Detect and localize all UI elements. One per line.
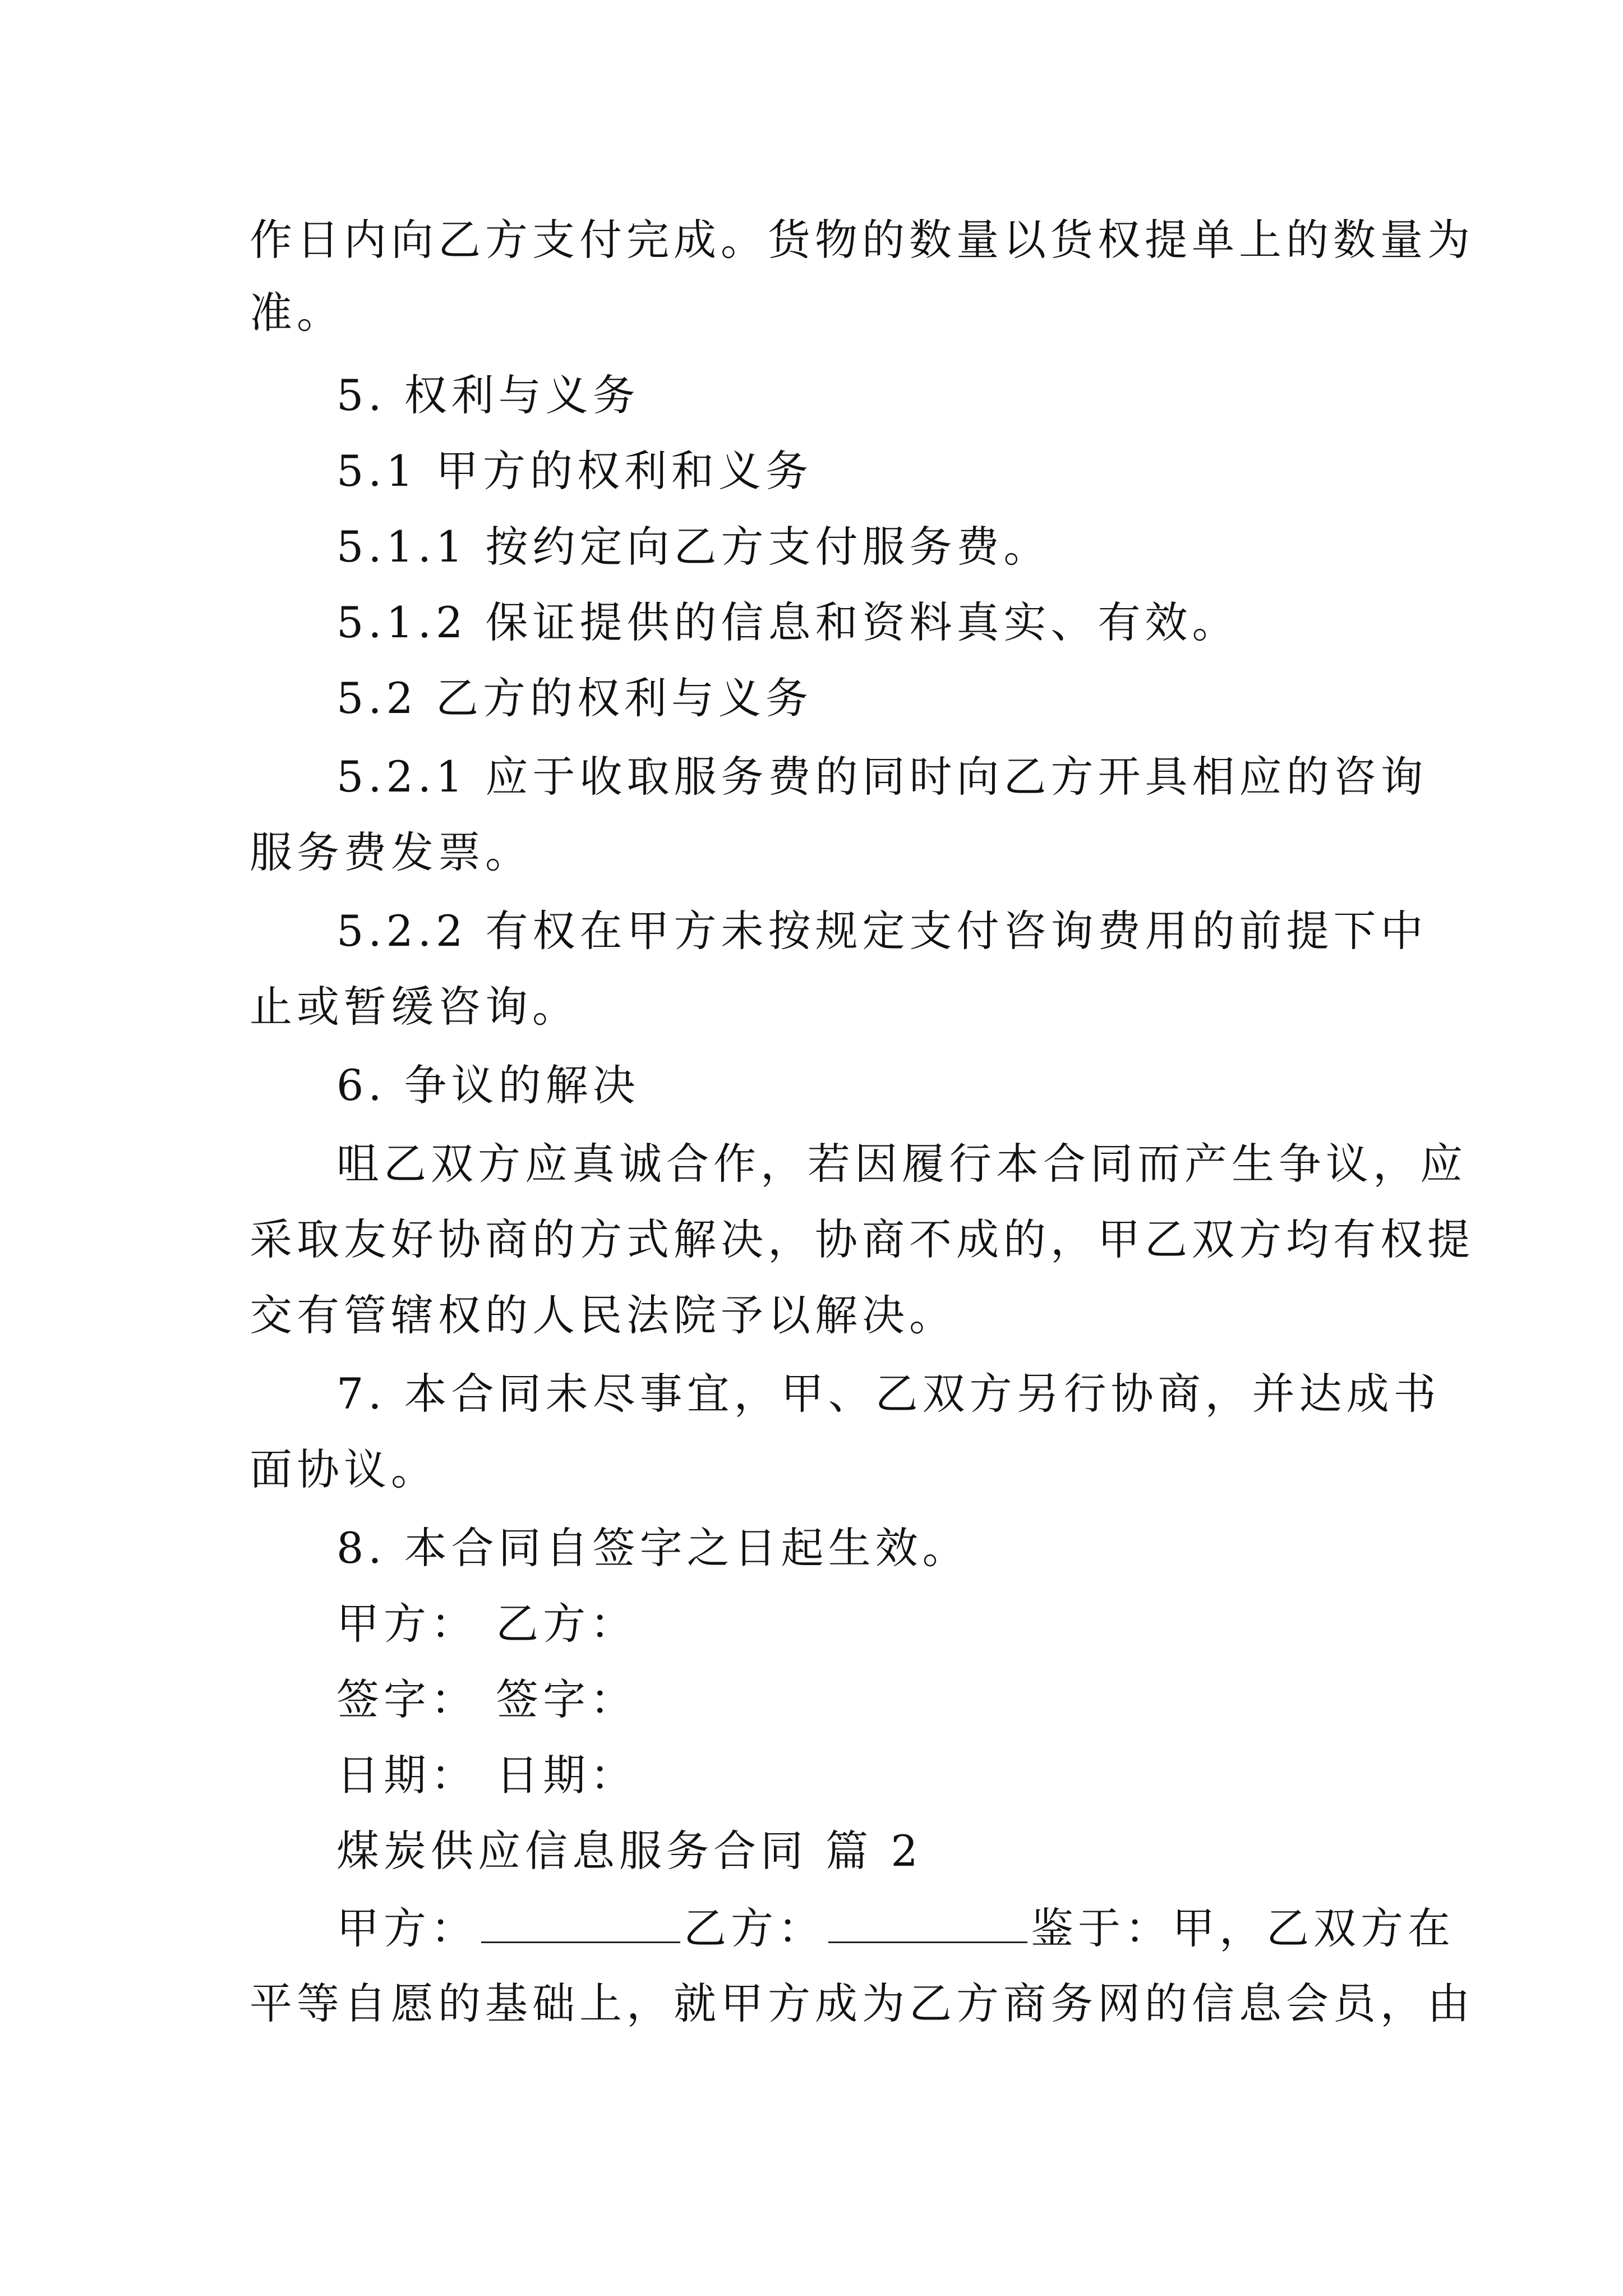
whereas-text: 鉴于：甲，乙双方在 (1031, 1903, 1455, 1953)
paragraph-line: 作日内向乙方支付完成。货物的数量以货权提单上的数量为 (250, 215, 1474, 265)
subsection-heading: 5.2 乙方的权利与义务 (336, 673, 813, 723)
paragraph-line: 咀乙双方应真诚合作，若因履行本合同而产生争议，应 (336, 1139, 1467, 1189)
clause-line: 5.1.2 保证提供的信息和资料真实、有效。 (336, 597, 1239, 647)
paragraph-line: 交有管辖权的人民法院予以解决。 (250, 1290, 956, 1340)
clause-line: 服务费发票。 (250, 827, 532, 877)
clause-line: 5.2.1 应于收取服务费的同时向乙方开具相应的咨询 (336, 752, 1428, 802)
parties-line (336, 1901, 1455, 1957)
paragraph-line: 面协议。 (250, 1444, 438, 1494)
signature-date-line: 日期： 日期： (336, 1750, 638, 1800)
clause-line: 5.2.2 有权在甲方未按规定支付咨询费用的前提下中 (336, 906, 1428, 956)
signature-party-line: 甲方： 乙方： (336, 1599, 638, 1649)
paragraph-line: 8. 本合同自签字之日起生效。 (336, 1523, 970, 1573)
paragraph-line: 采取友好协商的方式解决，协商不成的，甲乙双方均有权提 (250, 1214, 1474, 1264)
clause-line: 止或暂缓咨询。 (250, 982, 579, 1032)
signature-sign-line: 签字： 签字： (336, 1674, 638, 1724)
contract-title: 煤炭供应信息服务合同 篇 2 (336, 1826, 923, 1876)
section-heading: 6. 争议的解决 (336, 1060, 640, 1110)
section-heading: 5. 权利与义务 (336, 370, 640, 420)
paragraph-line: 7. 本合同未尽事宜，甲、乙双方另行协商，并达成书 (336, 1369, 1441, 1419)
paragraph-line: 平等自愿的基础上，就甲方成为乙方商务网的信息会员，由 (250, 1978, 1474, 2028)
paragraph-line: 准。 (250, 288, 344, 338)
subsection-heading: 5.1 甲方的权利和义务 (336, 446, 813, 496)
party-b-label: 乙方： (684, 1903, 825, 1953)
party-a-blank (481, 1902, 680, 1943)
clause-line: 5.1.1 按约定向乙方支付服务费。 (336, 522, 1051, 572)
party-b-blank (828, 1902, 1027, 1943)
party-a-label: 甲方： (336, 1903, 478, 1953)
